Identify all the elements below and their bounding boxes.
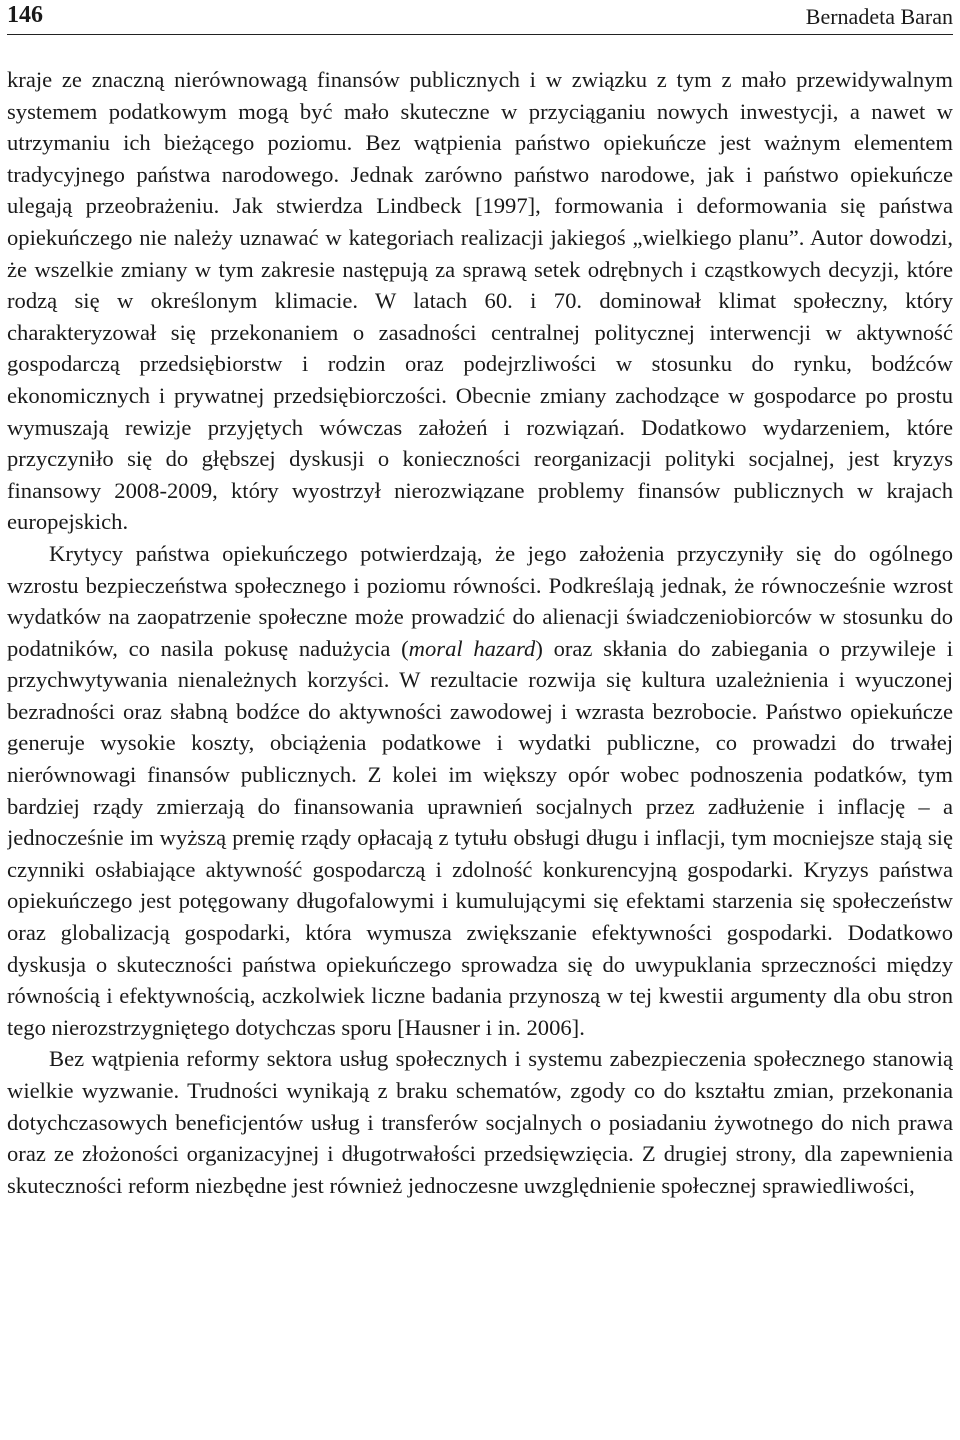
italic-term-moral-hazard: moral hazard bbox=[408, 635, 536, 661]
paragraph-3: Bez wątpienia reformy sektora usług społecznych i systemu zabezpieczenia społecznego stanowią wielkie wyzwanie. Trudności wynikają z braku schematów, zgody co do kształtu zmian, przekonania dotychczasowych beneficjentów usług i transferów socjalnych o posiadaniu żywotnego do nich prawa oraz ze złożoności organizacyjnej i długotrwałości przedsięwzięcia. Z drugiej strony, dla zapewnienia skuteczności reform niezbędne jest również jednoczesne uwzględnienie społecznej sprawiedliwości, bbox=[7, 1046, 953, 1198]
paragraph-1: kraje ze znaczną nierównowagą finansów publicznych i w związku z tym z mało przewidywalnym systemem podatkowym mogą być mało skuteczne w przyciąganiu nowych inwestycji, a nawet w utrzymaniu ich bieżącego poziomu. Bez wątpienia państwo opiekuńcze jest ważnym elementem tradycyjnego państwa narodowego. Jednak zarówno państwo narodowe, jak i państwo opiekuńcze ulegają przeobrażeniu. Jak stwierdza Lindbeck [1997], formowania i deformowania się państwa opiekuńczego nie należy uznawać w kategoriach realizacji jakiegoś „wielkiego planu”. Autor dowodzi, że wszelkie zmiany w tym zakresie następują za sprawą setek odrębnych i cząstkowych decyzji, które rodzą się w określonym klimacie. W latach 60. i 70. dominował klimat społeczny, który charakteryzował się przekonaniem o zasadności centralnej politycznej interwencji w aktywność gospodarczą przedsiębiorstw i rodzin oraz podejrzliwości w stosunku do rynku, bodźców ekonomicznych i prywatnej przedsiębiorczości. Obecnie zmiany zachodzące w gospodarce po prostu wymuszają rewizje przyjętych wówczas założeń i rozwiązań. Dodatkowo wydarzeniem, które przyczyniło się do głębszej dyskusji o konieczności reorganizacji polityki socjalnej, jest kryzys finansowy 2008-2009, który wyostrzył nierozwiązane problemy finansów publicznych w krajach europejskich. bbox=[7, 67, 953, 535]
running-header-author: Bernadeta Baran bbox=[805, 4, 953, 29]
document-page bbox=[7, 0, 953, 1440]
page-number: 146 bbox=[7, 2, 43, 28]
running-header bbox=[7, 0, 953, 35]
paragraph-2-text-b: ) oraz skłania do zabiegania o przywileje i przychwytywania nienależnych korzyści. W rezultacie rozwija się kultura uzależnienia i wyuczonej bezradności oraz słabną bodźce do aktywności zawodowej i wzrasta bezrobocie. Państwo opiekuńcze generuje wysokie koszty, obciążenia podatkowe i wydatki publiczne, co prowadzi do trwałej nierównowagi finansów publicznych. Z kolei im większy opór wobec podnoszenia podatków, tym bardziej rządy zmierzają do finansowania uprawnień socjalnych przez zadłużenie i inflację – a jednocześnie im wyższą premię rządy opłacają z tytułu obsługi długu i inflacji, tym mocniejsze stają się czynniki osłabiające aktywność gospodarczą i zdolność konkurencyjną gospodarki. Kryzys państwa opiekuńczego jest potęgowany długofalowymi i kumulującymi się efektami starzenia się społeczeństw oraz globalizacją gospodarki, która wymusza zwiększanie efektywności gospodarki. Dodatkowo dyskusja o skuteczności państwa opiekuńczego sprowadza się do uwypuklania sprzeczności między równością i efektywnością, aczkolwiek liczne badania przynoszą w tej kwestii argumenty dla obu stron tego nierozstrzygniętego dotychczas sporu [Hausner i in. 2006]. bbox=[7, 635, 953, 1040]
paragraph-2 bbox=[7, 538, 953, 1044]
body-text bbox=[7, 64, 953, 1201]
paragraph-2-text-a: Krytycy państwa opiekuńczego potwierdzają, że jego założenia przyczyniły się do ogólnego wzrostu bezpieczeństwa społecznego i poziomu równości. Podkreślają jednak, że równocześnie wzrost wydatków na zaopatrzenie społeczne może prowadzić do alienacji świadczeniobiorców w stosunku do podatników, co nasila pokusę nadużycia ( bbox=[7, 540, 953, 661]
